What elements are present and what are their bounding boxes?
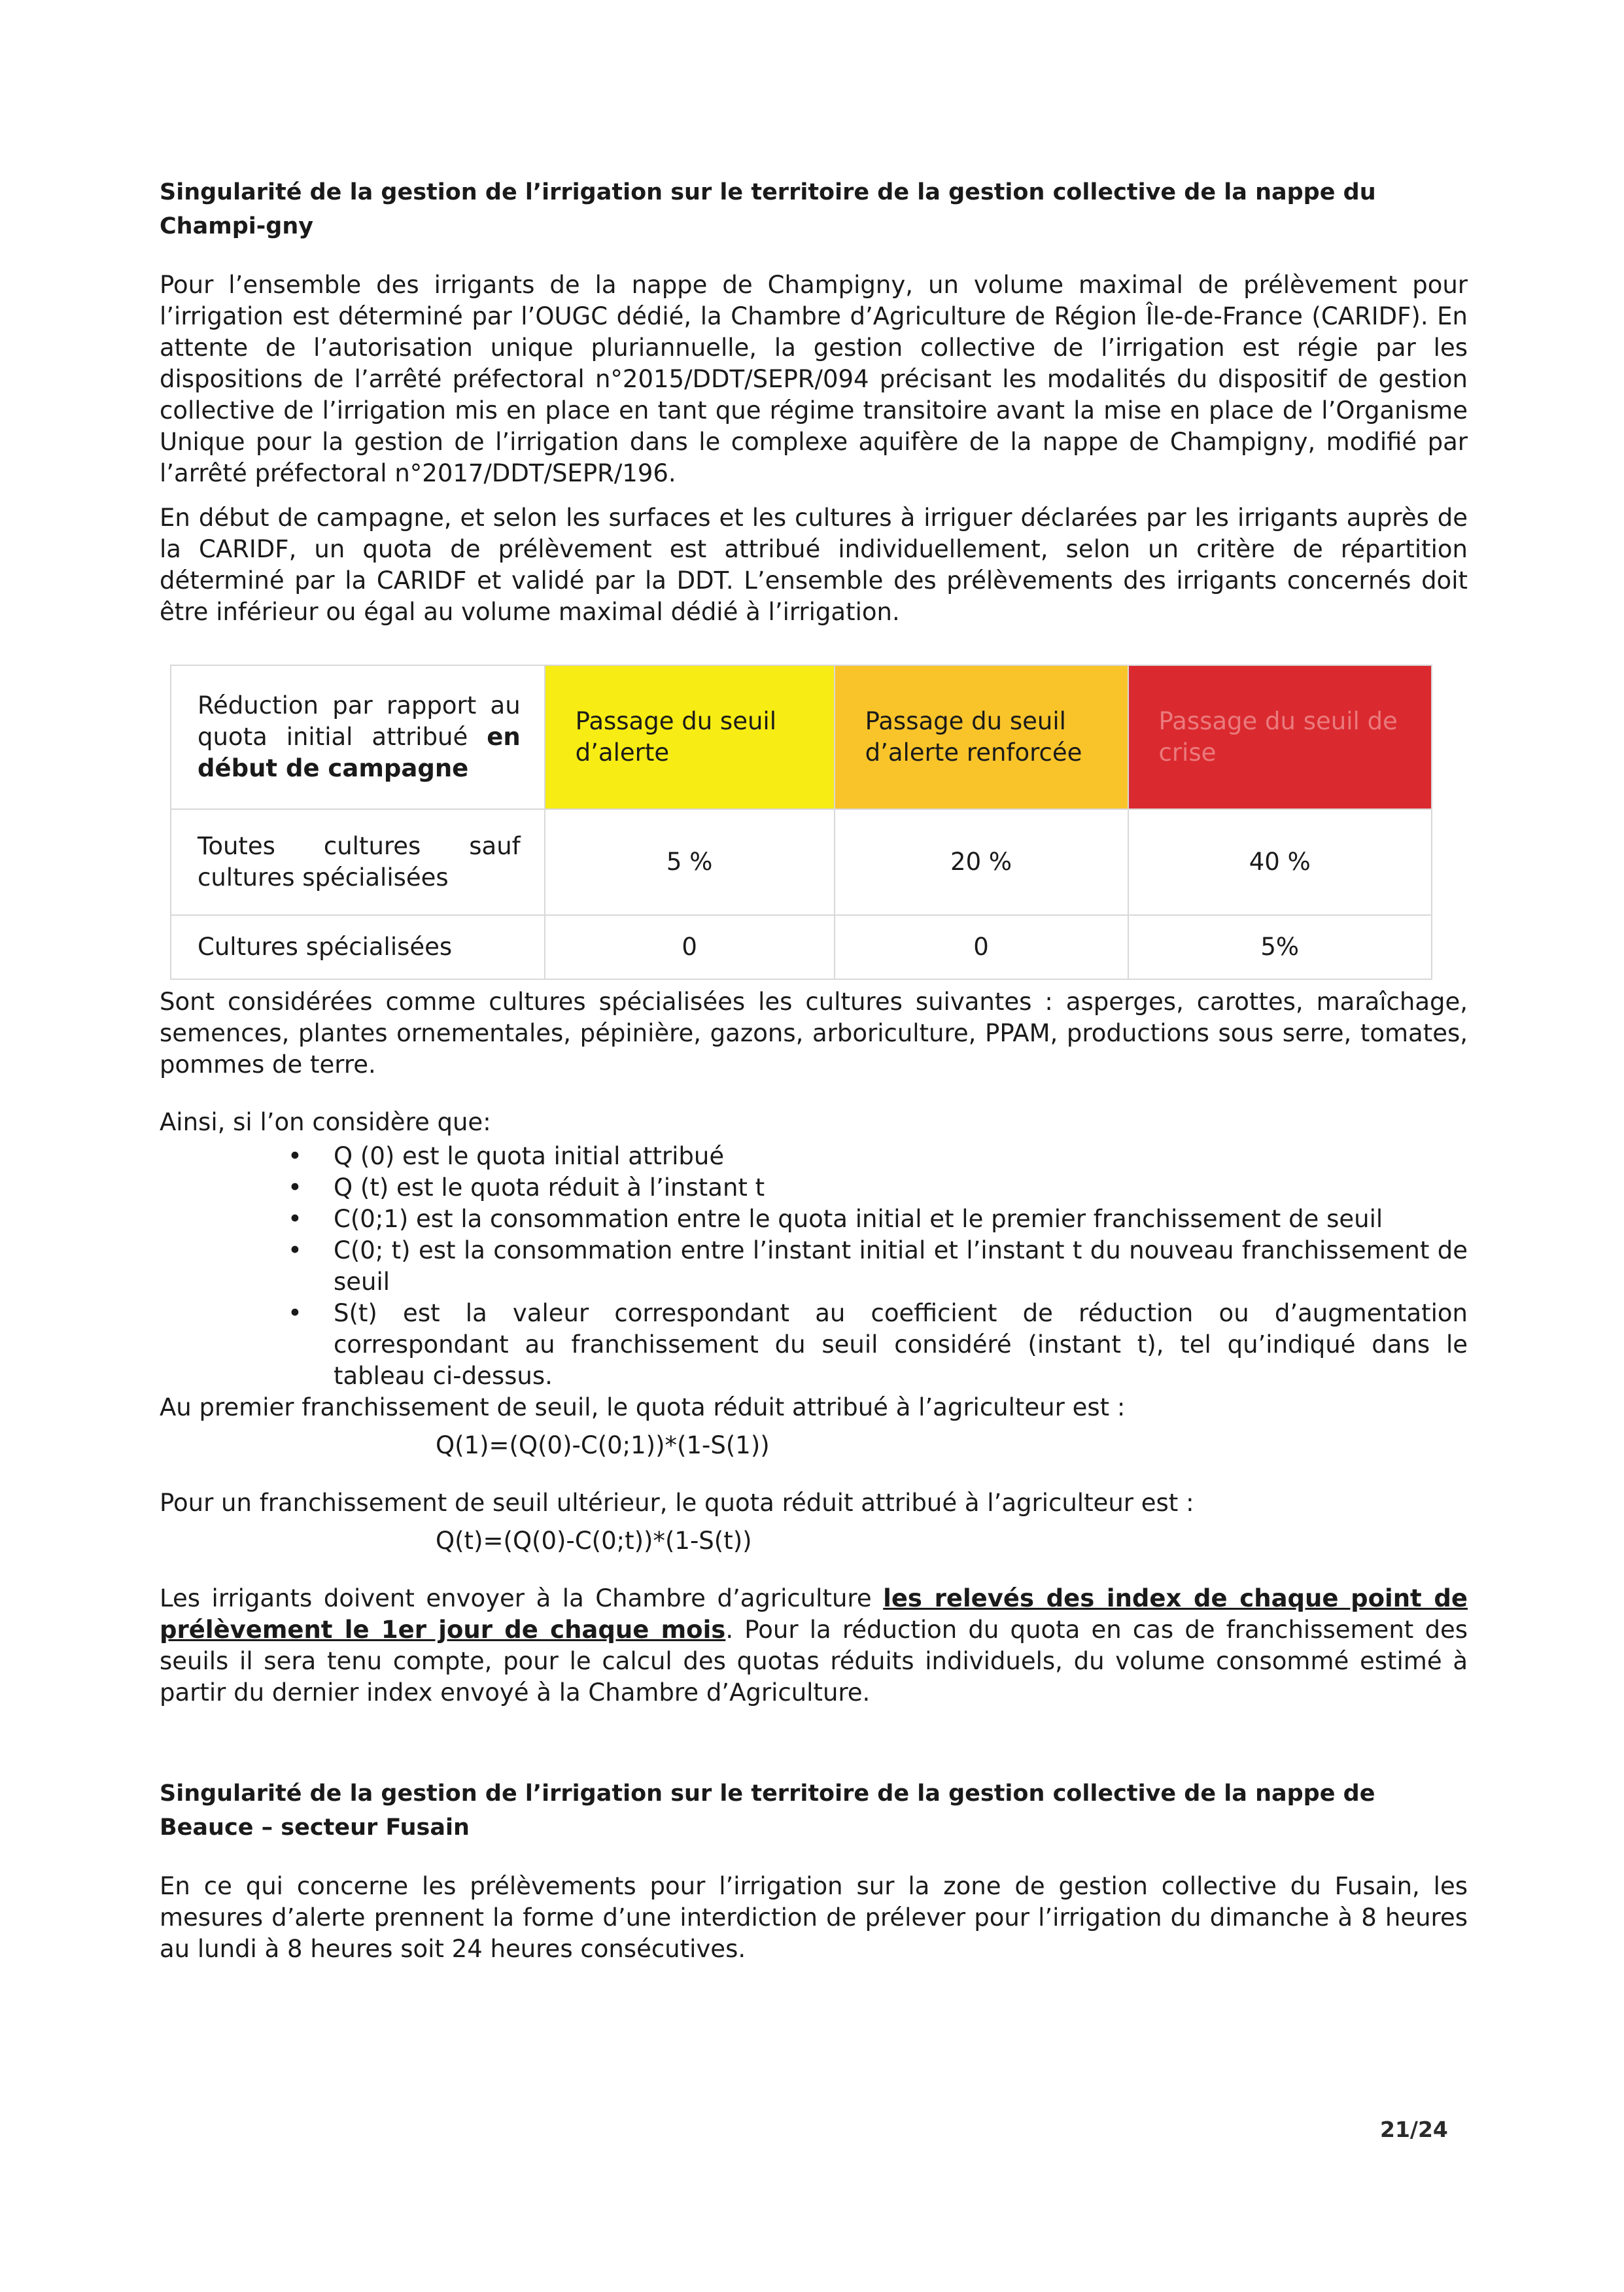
- bullet-icon: •: [288, 1205, 302, 1233]
- bullet-icon: •: [288, 1173, 302, 1202]
- paragraph-releves-index: [160, 1583, 1468, 1709]
- definition-text: S(t) est la valeur correspondant au coefficient de réduction ou d’augmentation correspondant au franchissement du seuil considéré (instant t), tel qu’indiqué dans le tableau ci-dessus.: [334, 1299, 1468, 1390]
- header-label-text: Réduction par rapport au quota initial attribué: [198, 691, 521, 751]
- header-seuil-alerte: [545, 665, 835, 809]
- cell-value: 5 %: [545, 809, 835, 915]
- table-row: [171, 809, 1432, 915]
- index-text-before: Les irrigants doivent envoyer à la Chambre d’agriculture: [160, 1584, 884, 1612]
- paragraph-premier-franchissement: Au premier franchissement de seuil, le quota réduit attribué à l’agriculteur est :: [160, 1393, 1126, 1421]
- table-header-row: [171, 665, 1432, 809]
- cell-value: 5%: [1128, 915, 1432, 979]
- quota-reduction-table: [170, 665, 1432, 980]
- header-seuil-alerte-renforcee: [835, 665, 1128, 809]
- definitions-list: [160, 1141, 1468, 1392]
- cell-value: 0: [835, 915, 1128, 979]
- bullet-icon: •: [288, 1299, 302, 1327]
- cell-value: 0: [545, 915, 835, 979]
- row-label-cultures-specialisees: Cultures spécialisées: [171, 915, 545, 979]
- header-label-bold: en début de campagne: [198, 723, 521, 782]
- definition-text: Q (t) est le quota réduit à l’instant t: [334, 1173, 765, 1202]
- section-heading-beauce-fusain: Singularité de la gestion de l’irrigation sur le territoire de la gestion collective de la nappe de Beauce – secteur Fusain: [160, 1780, 1375, 1841]
- formula-first-crossing: Q(1)=(Q(0)-C(0;1))*(1-S(1)): [436, 1431, 770, 1459]
- paragraph-volume-maximal: Pour l’ensemble des irrigants de la nappe de Champigny, un volume maximal de prélèvement pour l’irrigation est déterminé par l’OUGC dédié, la Chambre d’Agriculture de Région Île-de-France (CARIDF). En attente de l’autorisation unique pluriannuelle, la gestion collective de l’irrigation est régie par les dispositions de l’arrêté préfectoral n°2015/DDT/SEPR/094 précisant les modalités du dispositif de gestion collective de l’irrigation mis en place en tant que régime transitoire avant la mise en place de l’Organisme Unique pour la gestion de l’irrigation dans le complexe aquifère de la nappe de Champigny, modifié par l’arrêté préfectoral n°2017/DDT/SEPR/196.: [160, 271, 1468, 487]
- definition-text: C(0; t) est la consommation entre l’instant initial et l’instant t du nouveau franchissement de seuil: [334, 1236, 1468, 1296]
- cell-value: 40 %: [1128, 809, 1432, 915]
- cell-value: 20 %: [835, 809, 1128, 915]
- header-seuil-crise: [1128, 665, 1432, 809]
- header-seuil-alerte-text: Passage du seuil d’alerte: [575, 707, 776, 767]
- header-seuil-crise-text: Passage du seuil de crise: [1158, 707, 1398, 767]
- page-number: 21/24: [1380, 2117, 1448, 2142]
- list-item: [288, 1172, 1468, 1204]
- definition-text: C(0;1) est la consommation entre le quota initial et le premier franchissement de seuil: [334, 1205, 1383, 1233]
- paragraph-franchissement-ulterieur: Pour un franchissement de seuil ultérieur, le quota réduit attribué à l’agriculteur est :: [160, 1489, 1194, 1517]
- paragraph-cultures-specialisees: Sont considérées comme cultures spécialisées les cultures suivantes : asperges, carottes, maraîchage, semences, plantes ornementales, pépinière, gazons, arboriculture, PPAM, productions sous serre, tomates, pommes de terre.: [160, 988, 1468, 1079]
- paragraph-fusain: En ce qui concerne les prélèvements pour l’irrigation sur la zone de gestion collective du Fusain, les mesures d’alerte prennent la forme d’une interdiction de prélever pour l’irrigation du dimanche à 8 heures au lundi à 8 heures soit 24 heures consécutives.: [160, 1872, 1468, 1963]
- list-item: [288, 1298, 1468, 1392]
- paragraph-ainsi: Ainsi, si l’on considère que:: [160, 1108, 491, 1136]
- table-row: [171, 915, 1432, 979]
- section-heading-champigny: Singularité de la gestion de l’irrigation sur le territoire de la gestion collective de la nappe du Champi-gny: [160, 179, 1376, 239]
- index-text-underlined: les relevés des index de chaque point de prélèvement le 1er jour de chaque mois: [160, 1584, 1468, 1644]
- definition-text: Q (0) est le quota initial attribué: [334, 1142, 725, 1170]
- paragraph-debut-campagne: En début de campagne, et selon les surfaces et les cultures à irriguer déclarées par les irrigants auprès de la CARIDF, un quota de prélèvement est attribué individuellement, selon un critère de répartition déterminé par la CARIDF et validé par la DDT. L’ensemble des prélèvements des irrigants concernés doit être inférieur ou égal au volume maximal dédié à l’irrigation.: [160, 504, 1468, 626]
- index-text-after: . Pour la réduction du quota en cas de franchissement des seuils il sera tenu compte, pour le calcul des quotas réduits individuels, du volume consommé estimé à partir du dernier index envoyé à la Chambre d’Agriculture.: [160, 1616, 1468, 1707]
- list-item: [288, 1235, 1468, 1298]
- document-page: [160, 175, 1468, 1965]
- list-item: [288, 1141, 1468, 1172]
- header-seuil-alerte-renforcee-text: Passage du seuil d’alerte renforcée: [865, 707, 1082, 767]
- bullet-icon: •: [288, 1142, 302, 1170]
- table-header-label: [171, 665, 545, 809]
- list-item: [288, 1204, 1468, 1235]
- formula-later-crossing: Q(t)=(Q(0)-C(0;t))*(1-S(t)): [436, 1527, 752, 1555]
- row-label-toutes-cultures: Toutes cultures sauf cultures spécialisées: [171, 809, 545, 915]
- bullet-icon: •: [288, 1236, 302, 1264]
